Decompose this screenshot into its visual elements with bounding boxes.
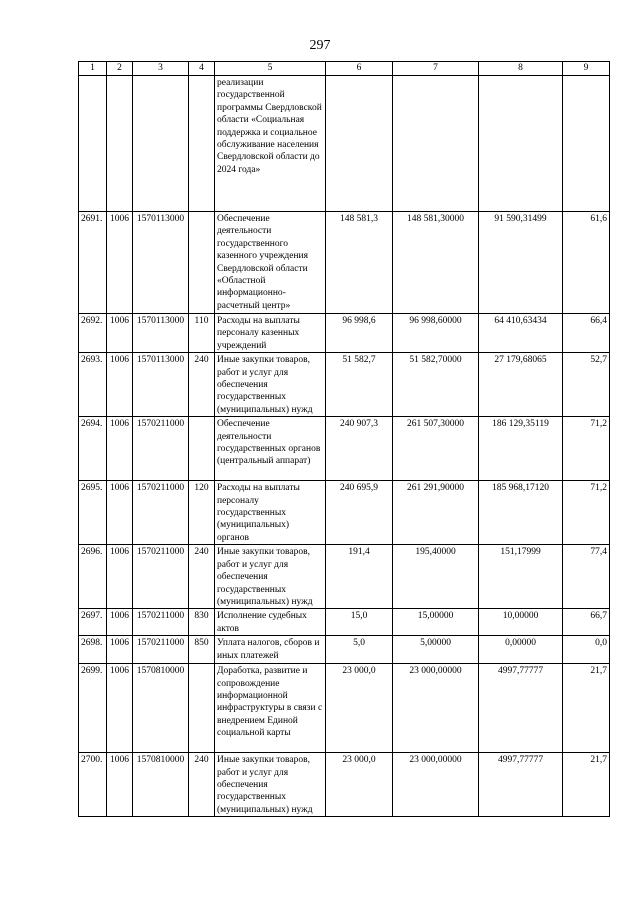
approved-amount: 5,0: [326, 636, 393, 664]
executed-amount: 151,17999: [479, 545, 563, 609]
column-header: 8: [479, 62, 563, 76]
approved-amount: 23 000,0: [326, 664, 393, 753]
row-number: 2696.: [79, 545, 107, 609]
target-article-code: 1570810000: [133, 664, 189, 753]
budget-amount: 261 507,30000: [393, 417, 479, 481]
approved-amount: 191,4: [326, 545, 393, 609]
approved-amount: 240 695,9: [326, 481, 393, 545]
target-article-code: 1570113000: [133, 353, 189, 417]
expense-name: Иные закупки товаров, работ и услуг для обеспечения государственных (муниципальных) нужд: [215, 353, 326, 417]
table-row: [79, 609, 610, 636]
execution-percent: 21,7: [563, 753, 610, 817]
section-code: 1006: [107, 212, 133, 314]
budget-amount: 96 998,60000: [393, 314, 479, 353]
budget-amount: 15,00000: [393, 609, 479, 636]
approved-amount: 15,0: [326, 609, 393, 636]
target-article-code: 1570211000: [133, 481, 189, 545]
budget-amount: 23 000,00000: [393, 664, 479, 753]
execution-percent: 21,7: [563, 664, 610, 753]
executed-amount: [479, 76, 563, 212]
table-row: [79, 314, 610, 353]
approved-amount: 23 000,0: [326, 753, 393, 817]
execution-percent: 77,4: [563, 545, 610, 609]
page-number: 297: [309, 38, 331, 53]
execution-percent: 52,7: [563, 353, 610, 417]
table-row: [79, 636, 610, 664]
section-code: 1006: [107, 664, 133, 753]
target-article-code: 1570113000: [133, 314, 189, 353]
expense-name: Исполнение судебных актов: [215, 609, 326, 636]
executed-amount: 64 410,63434: [479, 314, 563, 353]
expense-type-code: 110: [189, 314, 215, 353]
expense-type-code: 850: [189, 636, 215, 664]
table-row: [79, 212, 610, 314]
executed-amount: 91 590,31499: [479, 212, 563, 314]
execution-percent: 66,7: [563, 609, 610, 636]
expense-name: Обеспечение деятельности государственных органов (центральный аппарат): [215, 417, 326, 481]
expense-name: Расходы на выплаты персоналу государственных (муниципальных) органов: [215, 481, 326, 545]
expense-type-code: 240: [189, 753, 215, 817]
row-number: 2693.: [79, 353, 107, 417]
section-code: 1006: [107, 753, 133, 817]
executed-amount: 0,00000: [479, 636, 563, 664]
executed-amount: 10,00000: [479, 609, 563, 636]
expense-type-code: [189, 76, 215, 212]
executed-amount: 27 179,68065: [479, 353, 563, 417]
table-row: [79, 664, 610, 753]
executed-amount: 185 968,17120: [479, 481, 563, 545]
table-row: [79, 76, 610, 212]
expense-name: Уплата налогов, сборов и иных платежей: [215, 636, 326, 664]
row-number: 2694.: [79, 417, 107, 481]
expense-name: Расходы на выплаты персоналу казенных учреждений: [215, 314, 326, 353]
table-row: [79, 481, 610, 545]
table-row: [79, 545, 610, 609]
section-code: 1006: [107, 314, 133, 353]
execution-percent: [563, 76, 610, 212]
expense-name: Иные закупки товаров, работ и услуг для обеспечения государственных (муниципальных) нужд: [215, 753, 326, 817]
table-body: [79, 76, 610, 817]
column-header: 3: [133, 62, 189, 76]
column-header: 1: [79, 62, 107, 76]
row-number: 2691.: [79, 212, 107, 314]
executed-amount: 4997,77777: [479, 753, 563, 817]
target-article-code: 1570211000: [133, 417, 189, 481]
expense-type-code: [189, 212, 215, 314]
budget-amount: 5,00000: [393, 636, 479, 664]
budget-amount: 148 581,30000: [393, 212, 479, 314]
column-header: 2: [107, 62, 133, 76]
execution-percent: 61,6: [563, 212, 610, 314]
row-number: 2697.: [79, 609, 107, 636]
column-header: 9: [563, 62, 610, 76]
section-code: 1006: [107, 417, 133, 481]
expense-type-code: [189, 664, 215, 753]
section-code: 1006: [107, 353, 133, 417]
expense-type-code: 240: [189, 353, 215, 417]
budget-amount: [393, 76, 479, 212]
row-number: 2692.: [79, 314, 107, 353]
expense-name: Обеспечение деятельности государственного казенного учреждения Свердловской области «Областной информационно-расчетный центр»: [215, 212, 326, 314]
section-code: 1006: [107, 481, 133, 545]
section-code: 1006: [107, 636, 133, 664]
column-header: 4: [189, 62, 215, 76]
execution-percent: 71,2: [563, 417, 610, 481]
budget-amount: 23 000,00000: [393, 753, 479, 817]
section-code: 1006: [107, 609, 133, 636]
table-row: [79, 353, 610, 417]
expense-type-code: 240: [189, 545, 215, 609]
expense-type-code: 830: [189, 609, 215, 636]
row-number: [79, 76, 107, 212]
expense-name: Иные закупки товаров, работ и услуг для обеспечения государственных (муниципальных) нужд: [215, 545, 326, 609]
expense-name: реализации государственной программы Свердловской области «Социальная поддержка и социальное обслуживание населения Свердловской области до 2024 года»: [215, 76, 326, 212]
target-article-code: 1570211000: [133, 636, 189, 664]
column-header: 5: [215, 62, 326, 76]
table-row: [79, 753, 610, 817]
row-number: 2699.: [79, 664, 107, 753]
column-header: 6: [326, 62, 393, 76]
approved-amount: 240 907,3: [326, 417, 393, 481]
row-number: 2695.: [79, 481, 107, 545]
target-article-code: 1570211000: [133, 545, 189, 609]
row-number: 2700.: [79, 753, 107, 817]
target-article-code: 1570113000: [133, 212, 189, 314]
table-row: [79, 417, 610, 481]
expense-type-code: 120: [189, 481, 215, 545]
expense-type-code: [189, 417, 215, 481]
execution-percent: 66,4: [563, 314, 610, 353]
approved-amount: [326, 76, 393, 212]
section-code: 1006: [107, 545, 133, 609]
execution-percent: 0,0: [563, 636, 610, 664]
budget-table: [78, 61, 610, 817]
row-number: 2698.: [79, 636, 107, 664]
target-article-code: [133, 76, 189, 212]
executed-amount: 4997,77777: [479, 664, 563, 753]
header-row: [79, 62, 610, 76]
execution-percent: 71,2: [563, 481, 610, 545]
expense-name: Доработка, развитие и сопровождение информационной инфраструктуры в связи с внедрением Единой социальной карты: [215, 664, 326, 753]
executed-amount: 186 129,35119: [479, 417, 563, 481]
target-article-code: 1570810000: [133, 753, 189, 817]
approved-amount: 96 998,6: [326, 314, 393, 353]
budget-amount: 261 291,90000: [393, 481, 479, 545]
section-code: [107, 76, 133, 212]
budget-amount: 51 582,70000: [393, 353, 479, 417]
target-article-code: 1570211000: [133, 609, 189, 636]
approved-amount: 51 582,7: [326, 353, 393, 417]
budget-amount: 195,40000: [393, 545, 479, 609]
approved-amount: 148 581,3: [326, 212, 393, 314]
column-header: 7: [393, 62, 479, 76]
